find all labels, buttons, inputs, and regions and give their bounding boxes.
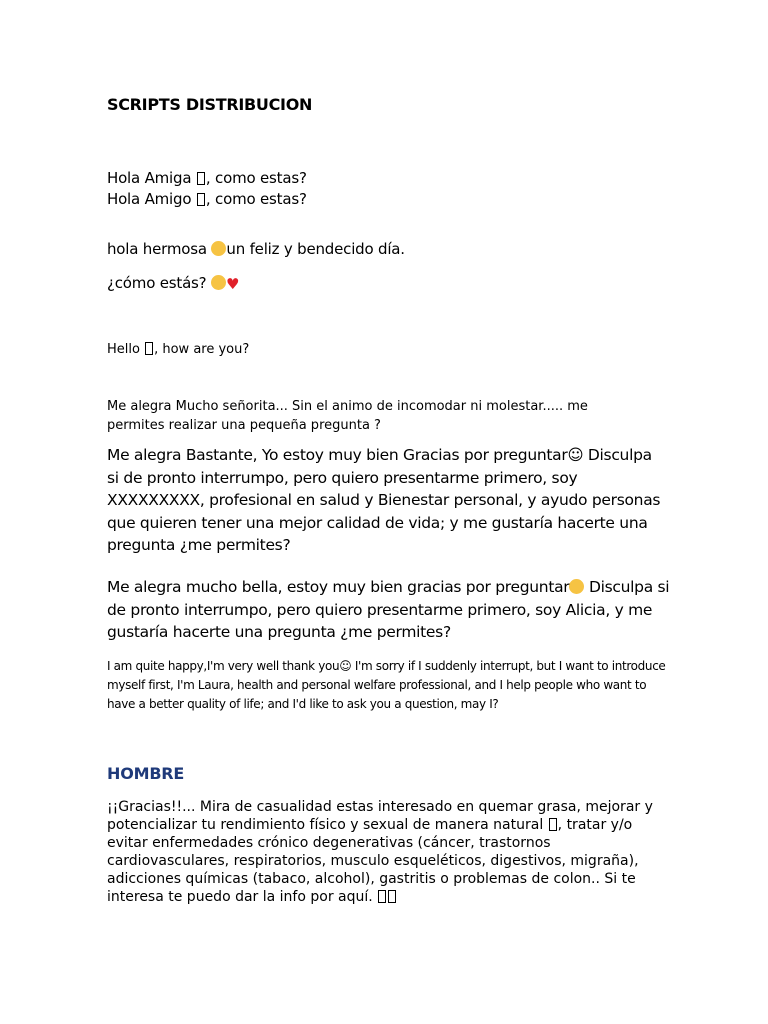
- smiling-face-emoji-icon: [211, 241, 226, 256]
- alegra-bastante-tail: Disculpa si de pronto interrumpo, pero quiero presentarme primero, soy XXXXXXXXX, profesional en salud y Bienestar personal, y ayudo personas que quieren tener una mejor calidad de vida; y me gustaría hacerte una pregunta ¿me permites?: [107, 446, 661, 554]
- missing-glyph-box-icon: [197, 193, 205, 206]
- missing-glyph-box-icon: [388, 890, 396, 903]
- paragraph-english: [107, 657, 667, 714]
- greeting-hello: [107, 340, 249, 359]
- hombre-mid: , tratar y/o evitar enfermedades crónico degenerativas (cáncer, trastornos cardiovasculares, respiratorios, musculo esqueléticos, digestivos, migraña), adicciones químicas (tabaco, alcohol), gastritis o problemas de colon.. Si te interesa te puedo dar la info por aquí.: [107, 817, 639, 905]
- english-tail: I'm sorry if I suddenly interrupt, but I want to introduce myself first, I'm Laura, health and personal welfare professional, and I help people who want to have a better quality of life; and I'd like to ask you a question, may I?: [107, 659, 666, 711]
- greeting-amigo-tail: , como estas?: [205, 190, 307, 208]
- smiling-face-emoji-icon: ☺: [567, 446, 584, 464]
- missing-glyph-box-icon: [378, 890, 386, 903]
- greeting-amiga: [107, 168, 307, 189]
- paragraph-alegra-senorita: Me alegra Mucho señorita... Sin el animo de incomodar ni molestar..... me permites realizar una pequeña pregunta ?: [107, 399, 588, 433]
- hombre-text: ¡¡Gracias!!... Mira de casualidad estas interesado en quemar grasa, mejorar y potencializar tu rendimiento físico y sexual de manera natural: [107, 799, 653, 833]
- document-title: SCRIPTS DISTRIBUCION: [107, 95, 313, 114]
- alegra-bastante-text: Me alegra Bastante, Yo estoy muy bien Gracias por preguntar: [107, 446, 568, 464]
- paragraph-hombre: [107, 798, 667, 906]
- red-heart-emoji-icon: ♥: [226, 275, 240, 293]
- greeting-como-estas: [107, 273, 239, 294]
- greeting-hermosa-tail: un feliz y bendecido día.: [226, 240, 405, 258]
- greeting-hermosa: [107, 239, 405, 260]
- alegra-bella-text: Me alegra mucho bella, estoy muy bien gracias por preguntar: [107, 578, 570, 596]
- greeting-hermosa-text: hola hermosa: [107, 240, 212, 258]
- greeting-amiga-tail: , como estas?: [205, 169, 307, 187]
- missing-glyph-box-icon: [145, 342, 153, 355]
- como-estas-text: ¿cómo estás?: [107, 274, 212, 292]
- smiling-face-emoji-icon: [211, 275, 226, 290]
- hello-tail: , how are you?: [154, 342, 250, 357]
- greeting-amigo: [107, 189, 307, 210]
- section-heading-hombre: HOMBRE: [107, 764, 185, 783]
- alegra-bella-tail: Disculpa si de pronto interrumpo, pero quiero presentarme primero, soy Alicia, y me gustaría hacerte una pregunta ¿me permites?: [107, 578, 670, 641]
- greeting-amigo-text: Hola Amigo: [107, 190, 196, 208]
- missing-glyph-box-icon: [197, 172, 205, 185]
- paragraph-alegra-bella: [107, 576, 672, 644]
- greeting-amiga-text: Hola Amiga: [107, 169, 196, 187]
- english-text: I am quite happy,I'm very well thank you: [107, 659, 340, 673]
- hello-text: Hello: [107, 342, 145, 357]
- paragraph-alegra-bastante: [107, 444, 667, 557]
- smiling-face-emoji-icon: ☺: [339, 659, 352, 673]
- smiling-face-emoji-icon: [569, 579, 584, 594]
- missing-glyph-box-icon: [549, 818, 557, 831]
